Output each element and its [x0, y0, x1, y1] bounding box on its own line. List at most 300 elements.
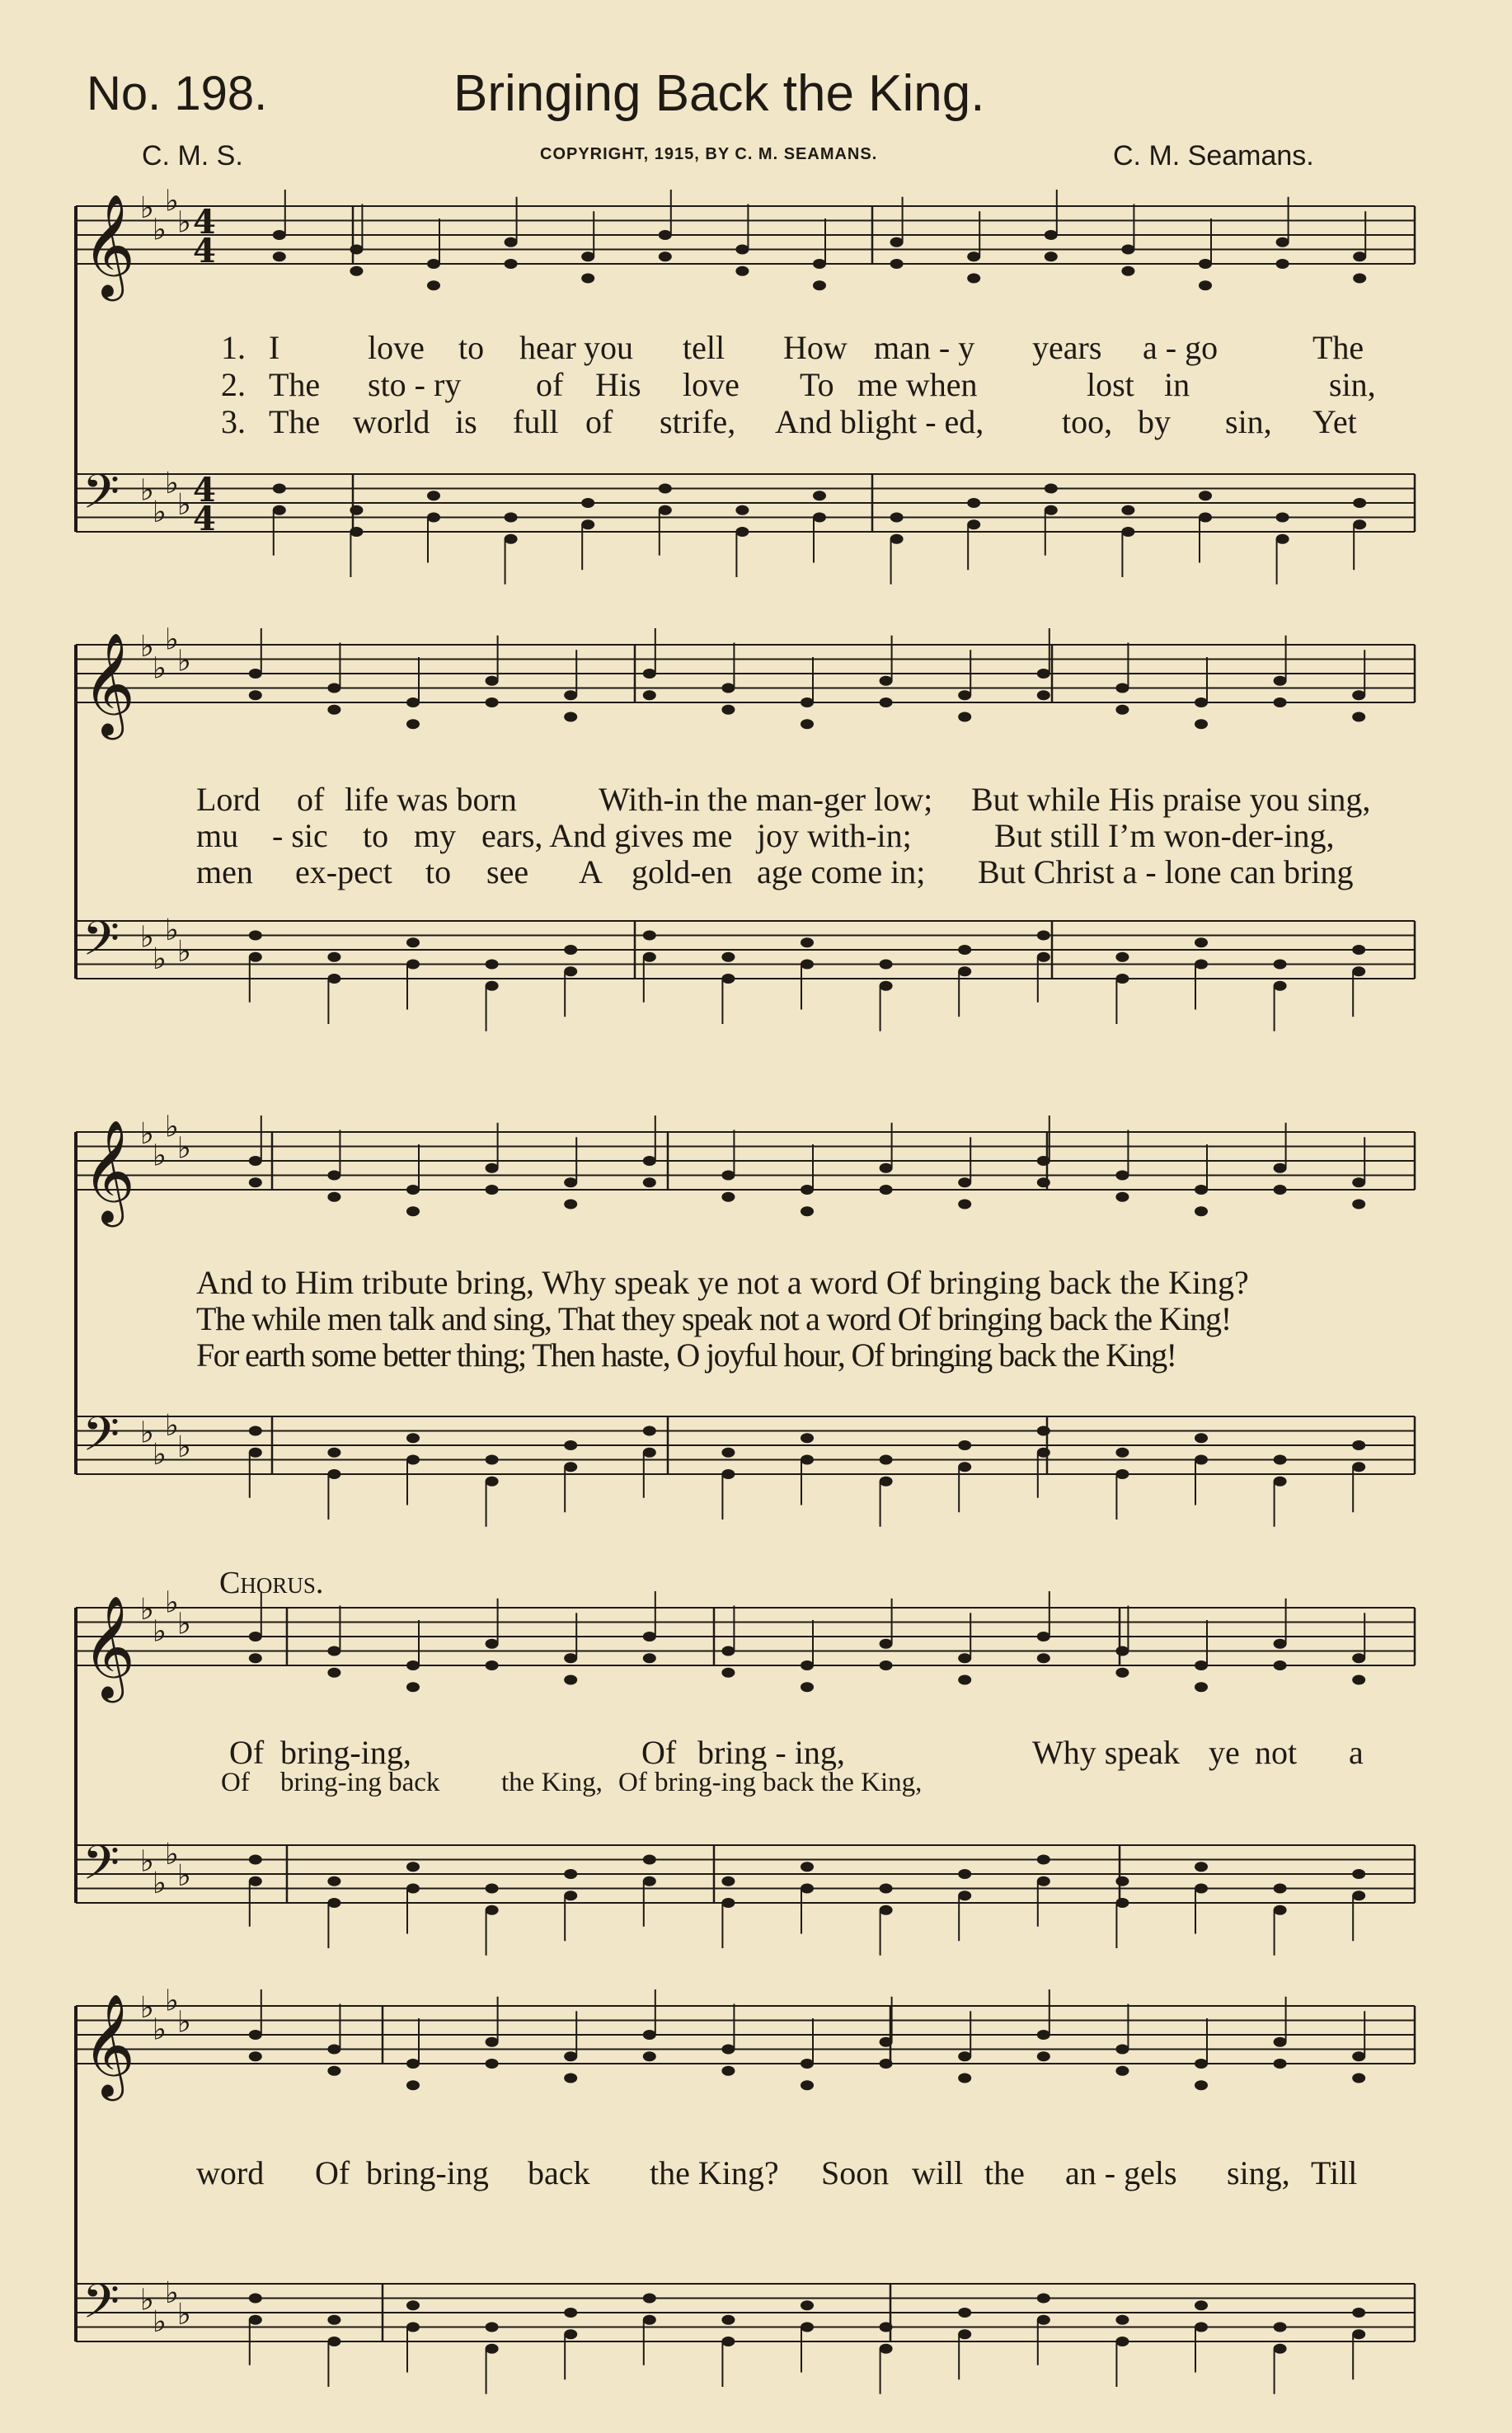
notehead	[880, 1884, 893, 1894]
lyric-word: But still I’m won-der-ing,	[994, 817, 1335, 854]
notehead	[958, 2329, 971, 2339]
notehead	[1195, 1862, 1208, 1872]
notehead	[327, 705, 340, 715]
notehead	[659, 251, 672, 261]
notehead	[967, 519, 980, 529]
notehead	[249, 2294, 262, 2304]
lyric-word: the King,	[501, 1768, 603, 1797]
notehead	[1115, 1898, 1129, 1908]
notehead	[406, 1433, 420, 1443]
flat-sign-icon: ♭	[177, 1430, 191, 1464]
flat-sign-icon: ♭	[140, 191, 154, 225]
notehead	[967, 274, 980, 284]
notehead	[1115, 1192, 1129, 1202]
lyric-word: lost	[1087, 366, 1134, 403]
notehead	[721, 1171, 735, 1181]
notehead	[1037, 690, 1050, 700]
lyric-word: And blight - ed,	[775, 403, 984, 440]
notehead	[486, 1477, 499, 1487]
lyric-word: full	[513, 403, 559, 440]
lyrics-system-2	[0, 852, 1512, 890]
notehead	[1195, 1206, 1208, 1216]
notehead	[486, 2323, 499, 2332]
lyric-word: bring-ing back	[280, 1768, 440, 1797]
time-signature-numerator: 4	[193, 203, 216, 242]
notehead	[958, 2051, 971, 2061]
treble-clef-icon: 𝄞	[82, 194, 135, 297]
notehead	[406, 719, 420, 729]
notehead	[486, 1660, 499, 1670]
treble-clef-icon: 𝄞	[82, 1595, 135, 1698]
lyric-word: the	[984, 2154, 1025, 2191]
notehead	[643, 1876, 656, 1886]
notehead	[880, 1185, 893, 1195]
notehead	[327, 2045, 340, 2055]
lyric-word: - sic	[272, 817, 328, 854]
flat-sign-icon: ♭	[153, 495, 167, 529]
notehead	[721, 2337, 735, 2346]
lyric-word: 2.	[221, 366, 246, 403]
notehead	[1352, 945, 1365, 955]
flat-sign-icon: ♭	[140, 920, 154, 955]
notehead	[564, 1462, 577, 1472]
notehead	[801, 2300, 814, 2310]
notehead	[486, 1884, 499, 1894]
notehead	[1037, 1855, 1050, 1865]
time-signature-numerator: 4	[193, 471, 216, 510]
notehead	[406, 2059, 420, 2069]
notehead	[1352, 1440, 1365, 1450]
lyric-word: The	[269, 403, 321, 440]
notehead	[406, 1884, 420, 1894]
notehead	[486, 960, 499, 970]
notehead	[643, 1632, 656, 1642]
notehead	[273, 251, 286, 261]
flat-sign-icon: ♭	[177, 1859, 191, 1893]
notehead	[249, 1426, 262, 1436]
copyright-notice: COPYRIGHT, 1915, BY C. M. SEAMANS.	[540, 145, 878, 163]
lyric-word: hear	[519, 329, 576, 366]
notehead	[813, 280, 826, 290]
notehead	[1353, 519, 1366, 529]
notehead	[735, 505, 749, 515]
notehead	[1274, 1163, 1287, 1173]
notehead	[1045, 484, 1058, 494]
lyric-word: strife,	[660, 403, 736, 440]
notehead	[958, 1462, 971, 1472]
flat-sign-icon: ♭	[177, 1131, 191, 1166]
notehead	[249, 1855, 262, 1865]
lyric-word: bring-ing,	[280, 1734, 411, 1771]
notehead	[1115, 1646, 1129, 1656]
notehead	[486, 697, 499, 707]
lyric-word: 3.	[221, 403, 246, 440]
notehead	[249, 669, 262, 679]
notehead	[643, 2315, 656, 2325]
lyric-word: world	[353, 403, 430, 440]
notehead	[327, 1448, 340, 1458]
notehead	[735, 245, 749, 255]
notehead	[721, 1668, 735, 1678]
notehead	[486, 676, 499, 686]
notehead	[721, 1192, 735, 1202]
notehead	[1045, 230, 1058, 240]
notehead	[1276, 237, 1289, 247]
notehead	[1037, 1426, 1050, 1436]
notehead	[801, 1433, 814, 1443]
lyric-line: And to Him tribute bring, Why speak ye not a word Of bringing back the King?	[196, 1264, 1249, 1301]
notehead	[1115, 2315, 1129, 2325]
flat-sign-icon: ♭	[140, 473, 154, 508]
notehead	[1352, 1200, 1365, 1209]
notehead	[1037, 1448, 1050, 1458]
notehead	[643, 1653, 656, 1663]
notehead	[1352, 2074, 1365, 2083]
notehead	[958, 966, 971, 976]
lyric-word: Lord	[196, 781, 261, 818]
lyric-word: love	[683, 366, 740, 403]
notehead	[327, 1469, 340, 1479]
flat-sign-icon: ♭	[140, 2283, 154, 2318]
notehead	[880, 676, 893, 686]
notehead	[427, 259, 440, 269]
flat-sign-icon: ♭	[140, 1593, 154, 1627]
flat-sign-icon: ♭	[165, 1984, 179, 2018]
notehead	[643, 1448, 656, 1458]
notehead	[249, 952, 262, 962]
lyric-word: life was born	[345, 781, 517, 818]
notehead	[564, 1177, 577, 1187]
notehead	[327, 1646, 340, 1656]
notehead	[1276, 513, 1289, 523]
lyric-word: I	[269, 329, 280, 366]
notehead	[813, 513, 826, 523]
notehead	[564, 712, 577, 722]
notehead	[327, 1668, 340, 1678]
lyric-word: Of	[221, 1768, 250, 1797]
lyrics-system-3	[0, 1263, 1512, 1301]
notehead	[505, 259, 518, 269]
notehead	[1121, 245, 1134, 255]
notehead	[801, 1185, 814, 1195]
notehead	[1037, 931, 1050, 941]
lyric-word: 1.	[221, 329, 246, 366]
flat-sign-icon: ♭	[177, 205, 191, 240]
notehead	[1352, 966, 1365, 976]
notehead	[1045, 505, 1058, 515]
lyric-word: the King?	[650, 2154, 779, 2191]
notehead	[1037, 1653, 1050, 1663]
lyric-word: a	[1349, 1734, 1364, 1771]
notehead	[1199, 513, 1212, 523]
notehead	[1195, 2080, 1208, 2090]
lyric-word: by	[1138, 403, 1171, 440]
notehead	[406, 2080, 420, 2090]
notehead	[249, 1156, 262, 1166]
notehead	[1195, 2059, 1208, 2069]
notehead	[643, 690, 656, 700]
notehead	[958, 690, 971, 700]
hymn-number: No. 198.	[87, 67, 268, 120]
lyric-word: sing,	[1227, 2154, 1290, 2191]
notehead	[880, 2323, 893, 2332]
lyric-word: bring-ing back the King,	[655, 1768, 923, 1797]
lyric-word: you	[584, 329, 633, 366]
notehead	[721, 1469, 735, 1479]
notehead	[967, 498, 980, 508]
notehead	[1115, 1876, 1129, 1886]
notehead	[564, 945, 577, 955]
flat-sign-icon: ♭	[153, 1866, 167, 1900]
notehead	[350, 505, 363, 515]
notehead	[1199, 259, 1212, 269]
notehead	[1037, 2030, 1050, 2040]
lyrics-chorus	[0, 1733, 1512, 1771]
notehead	[1037, 1177, 1050, 1187]
notehead	[1274, 1185, 1287, 1195]
notehead	[1274, 1639, 1287, 1649]
notehead	[643, 2030, 656, 2040]
notehead	[1274, 2059, 1287, 2069]
lyric-word: Soon	[821, 2154, 890, 2191]
lyrics-system-3	[0, 1299, 1512, 1337]
meter-label: C. M. S.	[142, 140, 243, 171]
bass-clef-icon: 𝄢	[82, 1834, 120, 1903]
notehead	[1274, 1884, 1287, 1894]
flat-sign-icon: ♭	[140, 1844, 154, 1879]
notehead	[564, 690, 577, 700]
notehead	[486, 1639, 499, 1649]
lyric-word: sto - ry	[368, 366, 462, 403]
time-signature-denominator: 4	[193, 232, 216, 270]
lyric-word: But Christ a - lone can bring	[978, 853, 1354, 890]
notehead	[880, 1905, 893, 1915]
notehead	[801, 2059, 814, 2069]
lyric-word: The	[269, 366, 321, 403]
notehead	[249, 1653, 262, 1663]
notehead	[659, 484, 672, 494]
lyric-word: How	[783, 329, 848, 366]
lyric-word: word	[196, 2154, 265, 2191]
notehead	[958, 1653, 971, 1663]
notehead	[327, 2066, 340, 2076]
lyric-word: Yet	[1312, 403, 1357, 440]
notehead	[1274, 676, 1287, 686]
notehead	[721, 1646, 735, 1656]
notehead	[967, 251, 980, 261]
notehead	[1353, 498, 1366, 508]
notehead	[1115, 974, 1129, 984]
notehead	[1195, 697, 1208, 707]
lyric-word: to	[425, 853, 452, 890]
lyric-word: of	[585, 403, 613, 440]
lyric-word: years	[1032, 329, 1102, 366]
notehead	[813, 259, 826, 269]
notehead	[890, 259, 904, 269]
notehead	[1195, 960, 1208, 970]
treble-clef-icon: 𝄞	[82, 1120, 135, 1223]
notehead	[958, 712, 971, 722]
notehead	[880, 2059, 893, 2069]
notehead	[801, 937, 814, 947]
flat-sign-icon: ♭	[177, 1607, 191, 1642]
notehead	[1274, 1455, 1287, 1465]
notehead	[721, 1448, 735, 1458]
flat-sign-icon: ♭	[153, 942, 167, 976]
notehead	[880, 960, 893, 970]
notehead	[249, 2315, 262, 2325]
bass-clef-icon: 𝄢	[82, 910, 120, 979]
notehead	[486, 2037, 499, 2047]
lyric-line: The while men talk and sing, That they speak not a word Of bringing back the King!	[196, 1300, 1231, 1337]
flat-sign-icon: ♭	[153, 1139, 167, 1173]
notehead	[486, 981, 499, 991]
notehead	[1195, 1433, 1208, 1443]
notehead	[721, 683, 735, 693]
notehead	[327, 1898, 340, 1908]
composer-credit: C. M. Seamans.	[1113, 140, 1314, 171]
notehead	[406, 960, 420, 970]
chorus-label: Chorus.	[219, 1566, 324, 1600]
notehead	[486, 1905, 499, 1915]
notehead	[427, 280, 440, 290]
notehead	[273, 505, 286, 515]
notehead	[564, 2074, 577, 2083]
notehead	[486, 2344, 499, 2354]
lyric-word: is	[455, 403, 477, 440]
lyric-word: The	[1312, 329, 1364, 366]
notehead	[958, 1200, 971, 1209]
notehead	[1195, 2323, 1208, 2332]
lyric-word: bring-ing	[366, 2154, 489, 2191]
notehead	[406, 2323, 420, 2332]
notehead	[406, 1455, 420, 1465]
hymn-title: Bringing Back the King.	[453, 65, 985, 122]
notehead	[643, 1156, 656, 1166]
notehead	[1274, 2344, 1287, 2354]
notehead	[249, 1448, 262, 1458]
notehead	[406, 1682, 420, 1692]
notehead	[958, 2308, 971, 2318]
notehead	[890, 513, 904, 523]
lyric-word: see	[486, 853, 529, 890]
notehead	[1115, 2066, 1129, 2076]
lyric-word: Of	[641, 1734, 677, 1771]
flat-sign-icon: ♭	[165, 622, 179, 657]
notehead	[1037, 2051, 1050, 2061]
notehead	[958, 2074, 971, 2083]
flat-sign-icon: ♭	[165, 1585, 179, 1620]
notehead	[735, 266, 749, 276]
flat-sign-icon: ♭	[165, 1110, 179, 1144]
notehead	[427, 513, 440, 523]
notehead	[1037, 1156, 1050, 1166]
notehead	[721, 974, 735, 984]
notehead	[406, 1660, 420, 1670]
notehead	[327, 1171, 340, 1181]
notehead	[1352, 712, 1365, 722]
notehead	[1352, 2308, 1365, 2318]
notehead	[643, 2294, 656, 2304]
notehead	[505, 237, 518, 247]
notehead	[249, 2030, 262, 2040]
notehead	[880, 1660, 893, 1670]
notehead	[1195, 719, 1208, 729]
lyric-word: tell	[683, 329, 725, 366]
flat-sign-icon: ♭	[153, 213, 167, 247]
notehead	[801, 1455, 814, 1465]
notehead	[1352, 1891, 1365, 1900]
lyric-word: sin,	[1329, 366, 1376, 403]
notehead	[1195, 1884, 1208, 1894]
notehead	[880, 2344, 893, 2354]
lyric-line: For earth some better thing; Then haste, O joyful hour, Of bringing back the King!	[196, 1336, 1176, 1374]
notehead	[1115, 952, 1129, 962]
notehead	[721, 1876, 735, 1886]
notehead	[1037, 2294, 1050, 2304]
lyric-word: Till	[1311, 2154, 1358, 2191]
flat-sign-icon: ♭	[165, 2276, 179, 2310]
notehead	[1199, 280, 1212, 290]
bass-clef-icon: 𝄢	[82, 2273, 120, 2341]
notehead	[406, 2300, 420, 2310]
lyric-word: love	[368, 329, 425, 366]
lyric-word: to	[458, 329, 485, 366]
notehead	[427, 491, 440, 500]
flat-sign-icon: ♭	[153, 651, 167, 686]
notehead	[659, 230, 672, 240]
notehead	[327, 683, 340, 693]
lyrics-system-1	[0, 328, 1512, 366]
notehead	[1352, 1177, 1365, 1187]
notehead	[1115, 1668, 1129, 1678]
lyrics-system-1	[0, 365, 1512, 403]
lyric-word: To	[800, 366, 834, 403]
flat-sign-icon: ♭	[177, 935, 191, 969]
notehead	[249, 1876, 262, 1886]
lyric-word: my	[414, 817, 457, 854]
lyric-word: gold-en	[632, 853, 733, 890]
notehead	[1195, 2300, 1208, 2310]
lyric-word: will	[912, 2154, 964, 2191]
notehead	[249, 1632, 262, 1642]
notehead	[801, 2080, 814, 2090]
notehead	[581, 251, 594, 261]
notehead	[1037, 952, 1050, 962]
notehead	[801, 960, 814, 970]
lyrics-system-1	[0, 402, 1512, 440]
lyric-word: mu	[196, 817, 239, 854]
bass-clef-icon: 𝄢	[82, 1406, 120, 1474]
notehead	[564, 1440, 577, 1450]
notehead	[327, 1192, 340, 1202]
notehead	[1274, 1905, 1287, 1915]
lyric-word: back	[528, 2154, 590, 2191]
notehead	[327, 2315, 340, 2325]
lyrics-system-2	[0, 780, 1512, 818]
notehead	[406, 937, 420, 947]
time-signature-denominator: 4	[193, 500, 216, 538]
notehead	[1045, 251, 1058, 261]
notehead	[958, 1675, 971, 1685]
notehead	[801, 1682, 814, 1692]
notehead	[958, 945, 971, 955]
notehead	[721, 2045, 735, 2055]
notehead	[486, 1163, 499, 1173]
notehead	[273, 484, 286, 494]
notehead	[1274, 1477, 1287, 1487]
flat-sign-icon: ♭	[165, 1408, 179, 1443]
